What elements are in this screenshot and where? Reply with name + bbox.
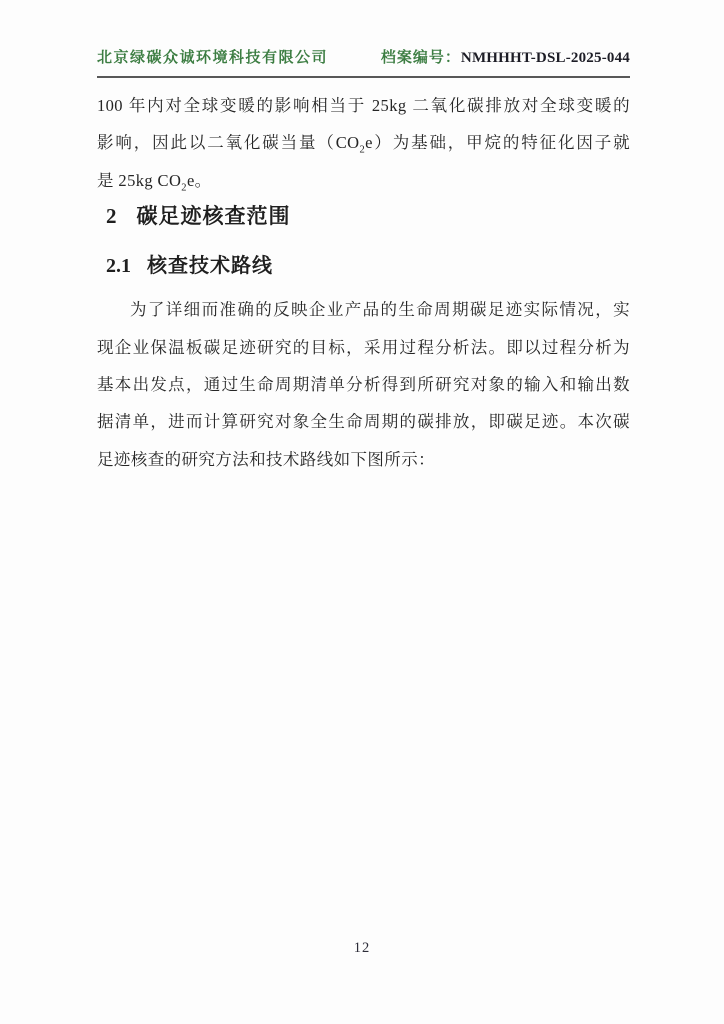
archive-number <box>381 46 630 67</box>
company-name: 北京绿碳众诚环境科技有限公司 <box>97 50 329 66</box>
section-heading-2-1-number: 2.1 <box>106 255 131 278</box>
text-line <box>97 329 630 366</box>
section-heading-2-title: 碳足迹核查范围 <box>136 204 291 229</box>
text-line <box>97 441 630 478</box>
text-line <box>97 87 630 124</box>
page-number: 12 <box>353 940 371 956</box>
section-heading-2-1 <box>106 253 630 279</box>
text-line <box>97 124 630 161</box>
paragraph-gwp-methane <box>97 87 630 199</box>
text-segment: 100 年内对全球变暖的影响相当于 25kg 二氧化碳排放对全球变暖的 <box>97 96 630 115</box>
text-segment: 是 25kg CO <box>97 170 182 190</box>
text-line <box>97 403 630 440</box>
section-heading-2 <box>106 203 630 229</box>
paragraph-verification-approach <box>97 291 630 478</box>
subscript-text: 2 <box>359 144 366 156</box>
text-line <box>97 162 630 199</box>
section-heading-2-1-title: 核查技术路线 <box>147 255 273 278</box>
text-segment: 基本出发点，通过生命周期清单分析得到所研究对象的输入和输出数 <box>97 375 630 395</box>
text-segment: 足迹核查的研究方法和技术路线如下图所示： <box>97 449 435 469</box>
text-segment: 据清单，进而计算研究对象全生命周期的碳排放，即碳足迹。本次碳 <box>97 412 630 432</box>
text-line <box>97 291 630 328</box>
archive-number-code: NMHHHT-DSL-2025-044 <box>460 50 630 66</box>
document-header <box>97 46 630 78</box>
text-segment: 现企业保温板碳足迹研究的目标，采用过程分析法。即以过程分析为 <box>97 337 630 357</box>
section-heading-2-number: 2 <box>106 204 117 229</box>
text-segment: e）为基础，甲烷的特征化因子就 <box>365 133 631 153</box>
text-segment: e。 <box>186 170 212 190</box>
text-segment: 影响，因此以二氧化碳当量（CO <box>97 133 360 153</box>
text-segment: 为了详细而准确的反映企业产品的生命周期碳足迹实际情况，实 <box>130 300 630 320</box>
text-line <box>97 366 630 403</box>
archive-number-label: 档案编号： <box>380 50 461 66</box>
subscript-text: 2 <box>181 182 187 194</box>
